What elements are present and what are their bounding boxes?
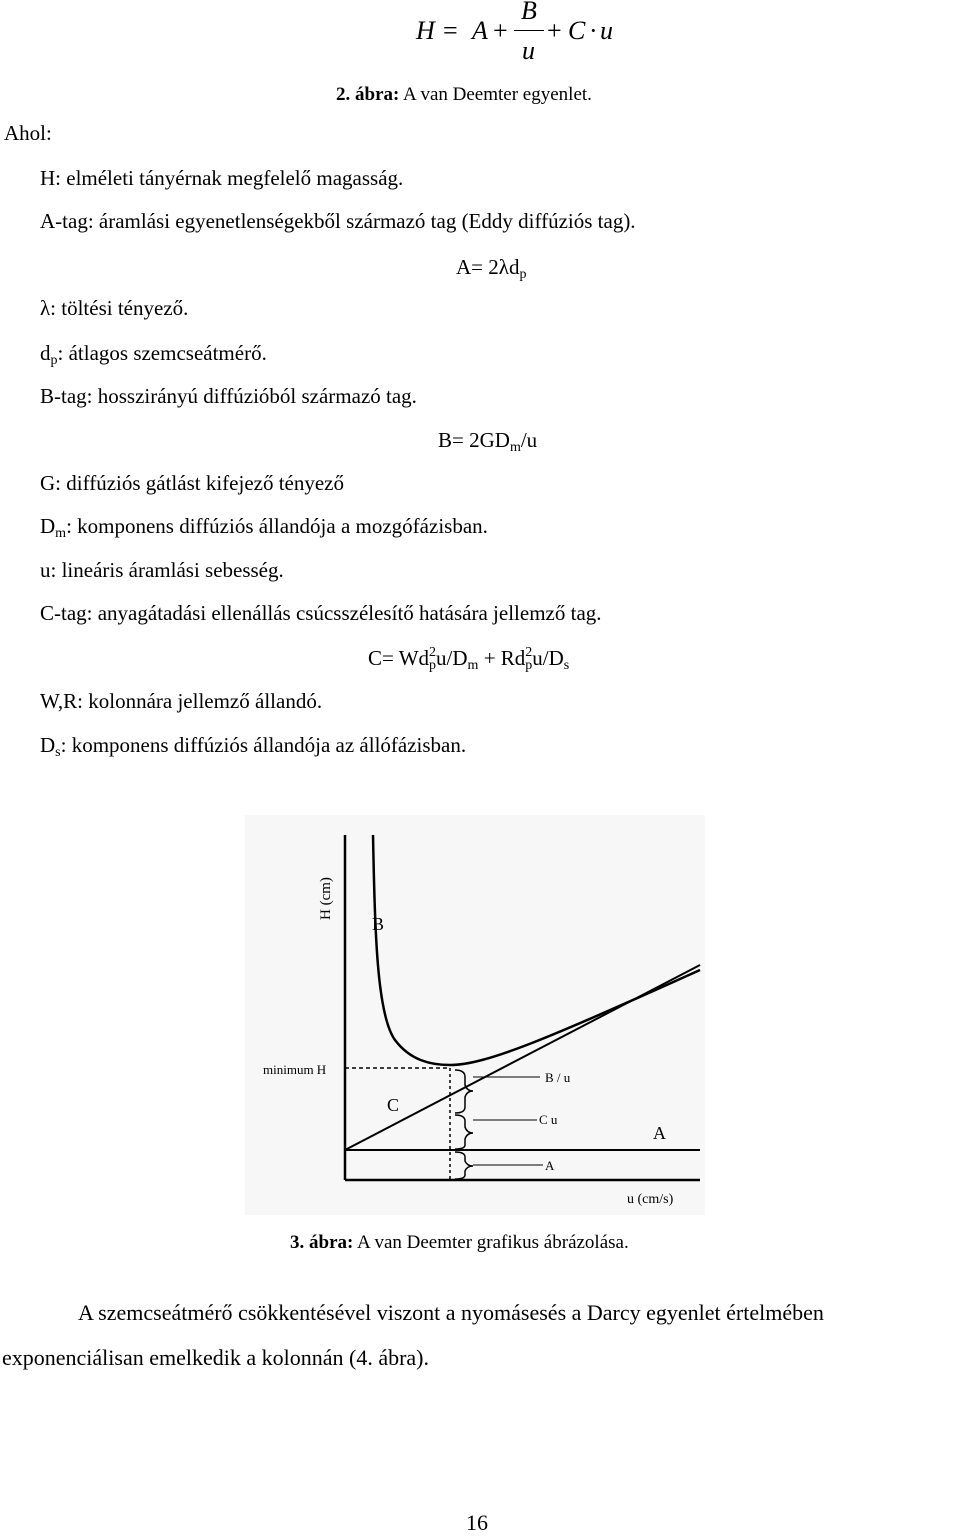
formula-a-main: A= 2λd: [456, 255, 520, 279]
fc-p4: u/D: [532, 646, 564, 670]
figure-3-caption: [290, 1232, 629, 1254]
def-dp-sub: p: [50, 353, 58, 368]
annotation-c-u: C u: [539, 1112, 558, 1127]
def-ds: [40, 732, 466, 758]
eq-h: H: [416, 16, 435, 45]
fc-s4: s: [563, 658, 570, 673]
eq-c: C: [568, 16, 586, 45]
fc-s1: p: [429, 658, 437, 673]
fc-sup2: 2: [525, 645, 533, 660]
series-b-label: B: [372, 914, 385, 934]
fc-sup1: 2: [429, 645, 437, 660]
fc-s2: m: [467, 658, 479, 673]
figure-3-text: A van Deemter grafikus ábrázolása.: [357, 1232, 629, 1253]
fc-p3: + Rd: [478, 646, 526, 670]
def-b-tag: B-tag: hosszirányú diffúzióból származó tag.: [40, 384, 417, 408]
def-ds-text: : komponens diffúziós állandója az állófázisban.: [60, 733, 467, 757]
eq-denominator: u: [522, 36, 535, 65]
paragraph-line-2: exponenciálisan emelkedik a kolonnán (4. ábra).: [2, 1345, 430, 1370]
series-c-label: C: [387, 1095, 400, 1115]
annotation-a: A: [545, 1158, 555, 1173]
figure-2-label: 2. ábra:: [336, 84, 400, 105]
y-axis-label: H (cm): [318, 877, 334, 920]
fc-p2: u/D: [436, 646, 468, 670]
formula-b: [438, 427, 537, 453]
def-g: G: diffúziós gátlást kifejező tényező: [40, 471, 345, 495]
def-dp-text: : átlagos szemcseátmérő.: [57, 341, 267, 365]
def-dm: [40, 513, 488, 539]
def-dm-text: : komponens diffúziós állandója a mozgófázisban.: [66, 514, 488, 538]
def-c-tag: C-tag: anyagátadási ellenállás csúcsszélesítő hatására jellemző tag.: [40, 601, 602, 625]
series-a-label: A: [653, 1123, 666, 1143]
eq-plus-1: +: [493, 16, 508, 45]
def-ds-main: D: [40, 733, 56, 757]
figure-3-label: 3. ábra:: [290, 1232, 354, 1253]
formula-c: [368, 645, 569, 671]
fc-p1: C= Wd: [368, 646, 430, 670]
fraction-bar: [514, 30, 544, 31]
annotation-b-over-u: B / u: [545, 1070, 571, 1085]
def-dm-main: D: [40, 514, 56, 538]
ahol-heading: Ahol:: [4, 121, 52, 145]
paragraph-line-1: A szemcseátmérő csökkentésével viszont a nyomásesés a Darcy egyenlet értelmében: [78, 1300, 824, 1325]
figure-2-text: A van Deemter egyenlet.: [403, 84, 592, 105]
eq-u: u: [600, 16, 613, 45]
x-axis-label: u (cm/s): [627, 1192, 674, 1207]
formula-a-sub: p: [519, 267, 527, 282]
fc-s3: p: [525, 658, 533, 673]
def-dp-main: d: [40, 341, 51, 365]
formula-b-sub: m: [509, 440, 521, 455]
def-wr: W,R: kolonnára jellemző állandó.: [40, 689, 323, 713]
def-h: H: elméleti tányérnak megfelelő magasság.: [40, 166, 404, 190]
figure-2-caption: [336, 84, 592, 106]
eq-dot: ·: [589, 16, 598, 45]
chart-background: [245, 815, 705, 1215]
formula-b-tail: /u: [520, 428, 538, 452]
eq-equals: =: [443, 16, 458, 45]
eq-numerator: B: [521, 0, 537, 25]
eq-a: A: [472, 16, 488, 45]
annotation-minimum-h: minimum H: [263, 1062, 327, 1077]
formula-a: [456, 254, 526, 280]
def-dp: [40, 340, 267, 366]
def-a-tag: A-tag: áramlási egyenetlenségekből származó tag (Eddy diffúziós tag).: [40, 209, 636, 233]
page-number: 16: [466, 1510, 488, 1535]
eq-plus-2: +: [547, 16, 562, 45]
def-ds-sub: s: [55, 745, 61, 760]
formula-b-main: B= 2GD: [438, 428, 510, 452]
def-lambda: λ: töltési tényező.: [40, 296, 189, 320]
van-deemter-chart: [245, 815, 705, 1215]
def-u: u: lineáris áramlási sebesség.: [40, 558, 284, 582]
def-dm-sub: m: [55, 526, 67, 541]
